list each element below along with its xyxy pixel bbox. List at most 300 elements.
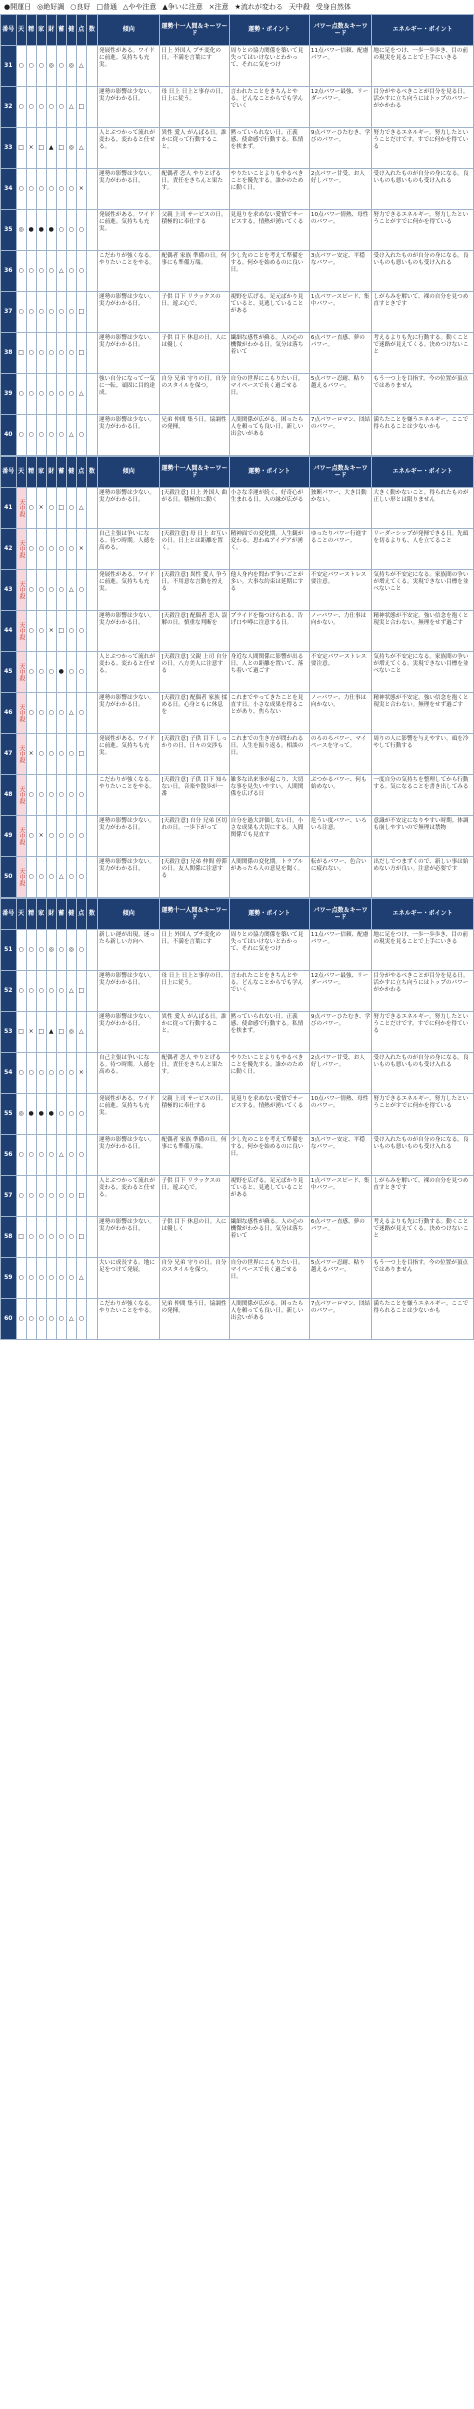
table-row [1,1299,474,1340]
header-mark: 点 [76,899,86,930]
mark-cell: ○ [36,1258,46,1299]
row-number: 57 [1,1176,17,1217]
mark-cell: ○ [56,734,66,775]
mark-cell: ○ [66,1258,76,1299]
mark-cell: ○ [46,1217,56,1258]
tenchu-cell: 天中殺 [16,570,26,611]
mark-cell: ○ [46,251,56,292]
mark-cell: ○ [66,333,76,374]
mark-cell: ○ [66,488,76,529]
table-row [1,488,474,529]
mark-cell: ○ [26,857,36,898]
mark-cell: △ [76,374,86,415]
mark-cell: ○ [16,971,26,1012]
mark-cell: ○ [56,971,66,1012]
energy-cell: 目分がやるべきことが目分を見る日。活かすに立ち向うにはトップのパワーがかかわる [372,87,474,128]
row-number: 45 [1,652,17,693]
energy-cell: 気持ちが不安定になる。家族間の争いが増えてくる。実現できない目標を並べないこと [372,652,474,693]
mark-cell: ○ [66,529,76,570]
yr-cell [86,1299,97,1340]
point-cell: 視野を広げる。足元ばかり見ていると、見逃していることがある [229,292,309,333]
row-number: 59 [1,1258,17,1299]
mark-cell: ◎ [46,930,56,971]
tenchu-cell: 天中殺 [16,816,26,857]
row-number: 56 [1,1135,17,1176]
energy-cell: 大きく動かないこと。得られたものが正しい形とは限りません [372,488,474,529]
mark-cell: ○ [36,415,46,456]
header-mark: 健 [66,457,76,488]
row-number: 41 [1,488,17,529]
mark-cell: ○ [26,611,36,652]
table-row [1,374,474,415]
mark-cell: ○ [56,374,66,415]
mark-cell: ○ [36,570,46,611]
energy-cell: 受け入れたものが自分の身になる。良いものも悪いものも受け入れる [372,1135,474,1176]
mark-cell: □ [76,971,86,1012]
point-cell: 黙っていられない日。正義感、使命感で行動する。私情を挟まず。 [229,128,309,169]
yr-cell [86,1053,97,1094]
row-number: 47 [1,734,17,775]
yr-cell [86,374,97,415]
mark-cell: ○ [26,652,36,693]
header-point: 運勢・ポイント [229,457,309,488]
power-cell: 12点パワー最強、リーダーパワー。 [309,87,371,128]
point-cell: 小さな幸運が続く、好奇心が生まれる日。人の縁が広がる [229,488,309,529]
table-row [1,529,474,570]
point-cell: 身近な人間関係に影響が出る日。人との距離を置いて、落ち着いて過ごす [229,652,309,693]
legend-item: 受身自然体 [315,3,351,11]
energy-cell: 満ちたことを嫌うエネルギー。ここで得られることは少ないかも [372,415,474,456]
table-row [1,169,474,210]
trend-cell: 運勢の影響は少ない。実力がわかる日。 [97,693,159,734]
mark-cell: △ [66,415,76,456]
table-row [1,87,474,128]
yr-cell [86,857,97,898]
mark-cell: ○ [16,292,26,333]
mark-cell: ● [26,210,36,251]
mark-cell: × [46,611,56,652]
mark-cell: ○ [26,415,36,456]
mark-cell: △ [66,87,76,128]
mark-cell: ○ [46,87,56,128]
mark-cell: □ [56,488,66,529]
mark-cell: △ [66,693,76,734]
header-mark: 蓄 [56,899,66,930]
mark-cell: ○ [46,857,56,898]
header-keyword: 運勢十一人間＆キーワード [160,15,229,46]
mark-cell: ○ [16,374,26,415]
legend-item: ◎絶好調 [37,3,65,11]
header-mark: 精 [26,457,36,488]
mark-cell: ○ [66,374,76,415]
mark-cell: ○ [66,611,76,652]
trend-cell: 発展性がある。ワイドに前進。気持ちも充実。 [97,46,159,87]
table-row [1,611,474,652]
legend-item: ×注意 [208,3,229,11]
energy-cell: 目分がやるべきことが目分を見る日。活かすに立ち向うにはトップのパワーがかかわる [372,971,474,1012]
yr-cell [86,1135,97,1176]
mark-cell: □ [76,333,86,374]
mark-cell: ○ [76,857,86,898]
mark-cell: ◎ [66,1012,76,1053]
mark-cell: ○ [16,46,26,87]
tenchu-cell: 天中殺 [16,734,26,775]
tenchu-cell: 天中殺 [16,488,26,529]
fortune-table [0,456,474,898]
trend-cell: こだわりが強くなる。やりたいことをやる。 [97,775,159,816]
mark-cell: ○ [36,971,46,1012]
energy-cell: 努力できるエネルギー。努力したということだけです。すでに何かを得ている [372,1012,474,1053]
power-cell: 1点パワースピード、集中パワー。 [309,1176,371,1217]
mark-cell: ◎ [66,46,76,87]
fortune-table [0,14,474,456]
keyword-cell: [天殺注意] 配偶者 恋人 誤解の日。慎重な判断を [160,611,229,652]
mark-cell: ○ [36,652,46,693]
mark-cell: ○ [76,611,86,652]
fortune-table [0,898,474,1340]
mark-cell: ● [46,210,56,251]
power-cell: 6点パワー直感、夢のパワー。 [309,333,371,374]
trend-cell: 運勢の影響は少ない。実力がわかる日。 [97,857,159,898]
trend-cell: 発展性がある。ワイドに前進。気持ちも充実。 [97,210,159,251]
table-row [1,570,474,611]
header-power: パワー点数＆キーワード [309,457,371,488]
mark-cell: ○ [66,210,76,251]
mark-cell: ○ [26,816,36,857]
header-mark: 天 [16,899,26,930]
mark-cell: ○ [16,1258,26,1299]
keyword-cell: 子供 目下 リラックスの日。遊ぶ心で。 [160,292,229,333]
yr-cell [86,529,97,570]
row-number: 42 [1,529,17,570]
row-number: 49 [1,816,17,857]
mark-cell: ○ [76,652,86,693]
mark-cell: ○ [26,169,36,210]
yr-cell [86,1258,97,1299]
mark-cell: □ [76,292,86,333]
mark-cell: ○ [56,930,66,971]
table-row [1,816,474,857]
header-yr: 数 [86,15,97,46]
header-power: パワー点数＆キーワード [309,899,371,930]
keyword-cell: [天殺注意] 異性 愛人 争う日。不用意な言動を控える [160,570,229,611]
mark-cell: ○ [76,775,86,816]
trend-cell: 新しい運が出現。迷ったら新しい方向へ [97,930,159,971]
mark-cell: ○ [56,87,66,128]
mark-cell: △ [56,251,66,292]
legend [0,0,474,14]
mark-cell: ○ [66,292,76,333]
point-cell: 少し先のことを考えて準備をする。何かを始めるのに良い日。 [229,1135,309,1176]
keyword-cell: 配偶者 恋人 やりとげる日。責任をきちんと果たす。 [160,1053,229,1094]
energy-cell: もう一つ上を目指す。今の位置が頂点ではありません [372,1258,474,1299]
header-mark: 家 [36,899,46,930]
mark-cell: ○ [56,1217,66,1258]
energy-cell: 意識が不安定になりやすい時期。体調も崩しやすいので無理は禁物 [372,816,474,857]
mark-cell: ○ [16,930,26,971]
keyword-cell: [天殺注意] 配偶者 家族 揉める日。心身ともに休息を [160,693,229,734]
yr-cell [86,169,97,210]
mark-cell: ○ [26,971,36,1012]
mark-cell: □ [16,1012,26,1053]
power-cell: 危うい度パワー、いろいろ注意。 [309,816,371,857]
mark-cell: ○ [36,1176,46,1217]
trend-cell: 大いに成長する。地に足をつけて発展。 [97,1258,159,1299]
yr-cell [86,1012,97,1053]
header-num: 番号 [1,15,17,46]
energy-cell: 受け入れたものが自分の身になる。良いものも悪いものも受け入れる [372,169,474,210]
header-trend: 傾向 [97,899,159,930]
power-cell: 2点パワー甘受、お人好しパワー。 [309,169,371,210]
mark-cell: ○ [26,1299,36,1340]
row-number: 35 [1,210,17,251]
power-cell: 11点パワー信頼、配慮パワー。 [309,930,371,971]
table-row [1,1135,474,1176]
energy-cell: 満ちたことを嫌うエネルギー。ここで得られることは少ないかも [372,1299,474,1340]
mark-cell: □ [56,128,66,169]
keyword-cell: 母 日上 日上と事存の日。日上に従う。 [160,87,229,128]
yr-cell [86,734,97,775]
table-row [1,930,474,971]
mark-cell: ○ [46,693,56,734]
keyword-cell: [天殺注意] 母 日上 お互いの日。日上とは距離を置く。 [160,529,229,570]
mark-cell: ○ [76,210,86,251]
trend-cell: 人とぶつかって流れが変わる。変わると任せる。 [97,128,159,169]
mark-cell: ○ [46,169,56,210]
mark-cell: ○ [66,734,76,775]
table-row [1,46,474,87]
header-keyword: 運勢十一人間＆キーワード [160,457,229,488]
trend-cell: 運勢の影響は少ない。実力がわかる日。 [97,488,159,529]
row-number: 58 [1,1217,17,1258]
mark-cell: △ [76,128,86,169]
mark-cell: ○ [36,87,46,128]
table-row [1,971,474,1012]
mark-cell: ○ [26,930,36,971]
mark-cell: ○ [46,374,56,415]
keyword-cell: [天殺注意] 父親 上司 自分の日。八方美人に注意する [160,652,229,693]
power-cell: 独断パワー、大き目動かない。 [309,488,371,529]
table-row [1,1258,474,1299]
tenchu-cell: 天中殺 [16,857,26,898]
mark-cell: ○ [56,1176,66,1217]
header-mark: 点 [76,457,86,488]
mark-cell: ○ [26,1053,36,1094]
power-cell: 転がるパワー、色合いに疲れない。 [309,857,371,898]
point-cell: 雑多な出来事が起こり、大切な事を見失いやすい。人間関係を広げる日 [229,775,309,816]
point-cell: これまでやってきたことを見直す日。小さな成果を得ることがあり、焦らない [229,693,309,734]
energy-cell: 考えるよりも先に行動する。動くことで迷路が見えてくる。決めつけないこと [372,1217,474,1258]
table-row [1,775,474,816]
mark-cell: × [76,529,86,570]
point-cell: 視野を広げる。足元ばかり見ていると、見逃していることがある [229,1176,309,1217]
point-cell: これまでの生き方が問われる日。人生を振り返る。相談の日。 [229,734,309,775]
mark-cell: ○ [26,1217,36,1258]
mark-cell: □ [56,611,66,652]
power-cell: ノーパワー、力仕事は向かない。 [309,611,371,652]
mark-cell: ○ [76,1135,86,1176]
point-cell: 言われたことをきちんとやる。どんなことからでも学んでいく [229,971,309,1012]
mark-cell: ○ [26,87,36,128]
keyword-cell: 自分 兄弟 守りの日。自分のスタイルを保つ。 [160,1258,229,1299]
trend-cell: 発展性がある。ワイドに前進。気持ちも充実。 [97,1094,159,1135]
tenchu-cell: 天中殺 [16,652,26,693]
table-row [1,210,474,251]
mark-cell: ○ [26,374,36,415]
header-keyword: 運勢十一人間＆キーワード [160,899,229,930]
energy-cell: 出だしでつまずくので、新しい事は始めない方が良い。注意が必要です [372,857,474,898]
table-row [1,251,474,292]
mark-cell: ○ [66,1053,76,1094]
header-trend: 傾向 [97,457,159,488]
mark-cell: ○ [36,292,46,333]
row-number: 38 [1,333,17,374]
header-mark: 精 [26,15,36,46]
point-cell: 少し先のことを考えて準備をする。何かを始めるのに良い日。 [229,251,309,292]
table-row [1,1176,474,1217]
tenchu-cell: 天中殺 [16,611,26,652]
trend-cell: 運勢の影響は少ない。実力がわかる日。 [97,1217,159,1258]
mark-cell: ○ [56,1258,66,1299]
header-energy: エネルギー・ポイント [372,457,474,488]
point-cell: 周りとの協力関係を築いて見失ってはいけないとわかって、それに気をつけ [229,930,309,971]
power-cell: のろのろパワー、マイペースを守って。 [309,734,371,775]
yr-cell [86,611,97,652]
point-cell: 他人身内を問わず争いごとが多い。大事な約束は延期にする [229,570,309,611]
mark-cell: ○ [76,693,86,734]
power-cell: 10点パワー情熱、母性のパワー。 [309,1094,371,1135]
table-row [1,734,474,775]
energy-cell: 精神状態が不安定。強い信念を抱くと現実と合わない。無理をせず過ごす [372,611,474,652]
legend-item: △やや注意 [122,3,157,11]
trend-cell: 人とぶつかって流れが変わる。変わると任せる。 [97,1176,159,1217]
legend-item: □普通 [96,3,117,11]
legend-item: 天中殺 [288,3,310,11]
mark-cell: ○ [36,1299,46,1340]
power-cell: 7点パワーロマン、団結のパワー。 [309,415,371,456]
row-number: 34 [1,169,17,210]
fortune-tables [0,14,474,1340]
power-cell: 10点パワー情熱、母性のパワー。 [309,210,371,251]
point-cell: 周りとの協力関係を築いて見失ってはいけないとわかって、それに気をつけ [229,46,309,87]
table-row [1,652,474,693]
trend-cell: 発展性がある。ワイドに前進。気持ちも充実。 [97,570,159,611]
mark-cell: ○ [56,210,66,251]
mark-cell: ○ [46,1258,56,1299]
trend-cell: こだわりが強くなる。やりたいことをやる。 [97,251,159,292]
table-row [1,1217,474,1258]
mark-cell: ○ [46,333,56,374]
mark-cell: ○ [16,1299,26,1340]
mark-cell: ○ [26,529,36,570]
header-mark: 健 [66,15,76,46]
mark-cell: ◎ [66,128,76,169]
mark-cell: △ [76,488,86,529]
mark-cell: ○ [16,1176,26,1217]
header-mark: 財 [46,899,56,930]
row-number: 54 [1,1053,17,1094]
mark-cell: ○ [26,775,36,816]
keyword-cell: [天殺注意] 子供 目下 知らない日。音楽や散歩が一番 [160,775,229,816]
header-mark: 蓄 [56,457,66,488]
mark-cell: ○ [56,46,66,87]
mark-cell: ○ [26,251,36,292]
mark-cell: ○ [46,1176,56,1217]
mark-cell: ○ [76,1299,86,1340]
trend-cell: 運勢の影響は少ない。実力がわかる日。 [97,169,159,210]
mark-cell: □ [76,734,86,775]
table-row [1,1053,474,1094]
mark-cell: ○ [66,1094,76,1135]
header-mark: 精 [26,899,36,930]
keyword-cell: [天殺注意] 子供 目下 しっかりの日。日々の交渉も [160,734,229,775]
energy-cell: 地に足をつけ、一歩一歩歩き、目の前の現実を見ることで上手にいきる [372,930,474,971]
mark-cell: ○ [66,251,76,292]
mark-cell: ○ [46,1135,56,1176]
mark-cell: ○ [36,169,46,210]
table-row [1,128,474,169]
row-number: 55 [1,1094,17,1135]
legend-item: ★流れが変わる [234,3,283,11]
mark-cell: ○ [76,251,86,292]
mark-cell: △ [76,46,86,87]
mark-cell: ○ [36,374,46,415]
mark-cell: ○ [56,1053,66,1094]
mark-cell: ○ [26,333,36,374]
trend-cell: 強い自分になって一気に一転。頑固に目的達成。 [97,374,159,415]
keyword-cell: 日上 外国人 プチ変化の日。不満を言葉にす [160,930,229,971]
mark-cell: ○ [36,1135,46,1176]
mark-cell: ◎ [66,930,76,971]
header-mark: 財 [46,15,56,46]
power-cell: 1点パワースピード、集中パワー。 [309,292,371,333]
yr-cell [86,128,97,169]
mark-cell: ○ [56,529,66,570]
mark-cell: × [76,169,86,210]
yr-cell [86,1217,97,1258]
power-cell: 9点パワーひたむき、学びのパワー。 [309,128,371,169]
keyword-cell: 異性 愛人 がんばる日。誰かに従って行動すること。 [160,128,229,169]
header-energy: エネルギー・ポイント [372,15,474,46]
mark-cell: ○ [56,693,66,734]
mark-cell: ○ [56,1094,66,1135]
energy-cell: リーダーシップが発揮できる日。先頭を切るよりも、人を立てること [372,529,474,570]
mark-cell: ○ [46,1053,56,1094]
trend-cell: 運勢の影響は少ない。実力がわかる日。 [97,333,159,374]
mark-cell: ○ [16,1053,26,1094]
mark-cell: □ [16,128,26,169]
header-num: 番号 [1,457,17,488]
mark-cell: ○ [26,1258,36,1299]
keyword-cell: [天殺注意] 日上 外国人 曲がる日。積極的に動く [160,488,229,529]
mark-cell: × [36,816,46,857]
mark-cell: □ [16,333,26,374]
power-cell: 3点パワー安定、平穏なパワー。 [309,251,371,292]
mark-cell: □ [16,1217,26,1258]
mark-cell: ○ [76,1094,86,1135]
mark-cell: ○ [66,1176,76,1217]
header-point: 運勢・ポイント [229,899,309,930]
energy-cell: しがらみを解いて、裸の自分を見つめ直すときです [372,292,474,333]
mark-cell: □ [76,1217,86,1258]
keyword-cell: [天殺注意] 自分 兄弟 区切れの日。一歩下がって [160,816,229,857]
keyword-cell: 子供 目下 休息の日。人には優しく [160,1217,229,1258]
mark-cell: △ [76,1012,86,1053]
mark-cell: ○ [16,1135,26,1176]
row-number: 43 [1,570,17,611]
trend-cell: こだわりが強くなる。やりたいことをやる。 [97,1299,159,1340]
row-number: 46 [1,693,17,734]
